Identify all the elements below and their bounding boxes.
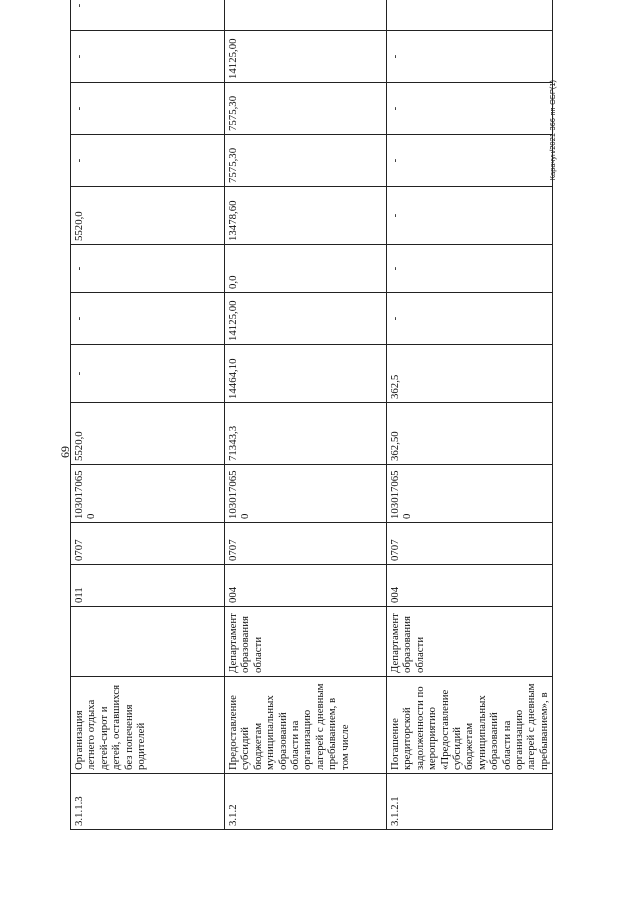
document-id: Карачун/2021-366-пп-ОБР(1) [548,80,557,181]
cell-total: 5520,0 [71,403,225,465]
cell-y2019: 7575,30 [225,83,387,135]
budget-table-container [70,3,550,830]
cell-name: Предоставление субсидий бюджетам муниципальных образований области на организацию лагерей с дневным пребыванием, в том числе [225,677,387,774]
cell-gr: 011 [71,565,225,607]
cell-y2017: - [387,187,553,245]
cell-csr: 1030170650 [387,465,553,523]
table-row [387,0,553,830]
cell-y2016: - [387,245,553,293]
cell-y2014: - [71,345,225,403]
cell-y2020: 14125,00 [225,31,387,83]
cell-total: 71343,3 [225,403,387,465]
cell-y2016: - [71,245,225,293]
cell-y2018: - [387,135,553,187]
cell-y2014: 14464,10 [225,345,387,403]
cell-admin [71,607,225,677]
cell-num: 3.1.1.3 [71,774,225,830]
table-row [225,0,387,830]
cell-y2019: - [71,83,225,135]
cell-gr: 004 [225,565,387,607]
cell-y2018: - [71,135,225,187]
cell-y2014: 362,5 [387,345,553,403]
cell-y2017: 13478,60 [225,187,387,245]
cell-y2015: - [71,293,225,345]
cell-y2021: - [71,0,225,31]
page-number: 69 [57,446,72,458]
cell-y2021 [225,0,387,31]
cell-y2016: 0,0 [225,245,387,293]
cell-admin: Департамент образования области [387,607,553,677]
cell-rz: 0707 [71,523,225,565]
cell-name: Погашение кредиторской задолженности по мероприятию «Предоставление субсидий бюджетам муниципальных образований области на организацию лагерей с дневным пребыванием», в [387,677,553,774]
cell-admin: Департамент образования области [225,607,387,677]
cell-csr: 1030170650 [71,465,225,523]
cell-csr: 1030170650 [225,465,387,523]
table-row [71,0,225,830]
cell-name: Организация летнего отдыха детей-сирот и детей, оставшихся без попечения родителей [71,677,225,774]
cell-y2020: - [387,31,553,83]
cell-num: 3.1.2.1 [387,774,553,830]
budget-table [70,0,553,830]
cell-y2017: 5520,0 [71,187,225,245]
cell-y2015: - [387,293,553,345]
cell-num: 3.1.2 [225,774,387,830]
cell-y2019: - [387,83,553,135]
cell-total: 362,50 [387,403,553,465]
cell-y2021 [387,0,553,31]
cell-gr: 004 [387,565,553,607]
cell-y2015: 14125,00 [225,293,387,345]
cell-y2020: - [71,31,225,83]
cell-rz: 0707 [387,523,553,565]
cell-y2018: 7575,30 [225,135,387,187]
cell-rz: 0707 [225,523,387,565]
